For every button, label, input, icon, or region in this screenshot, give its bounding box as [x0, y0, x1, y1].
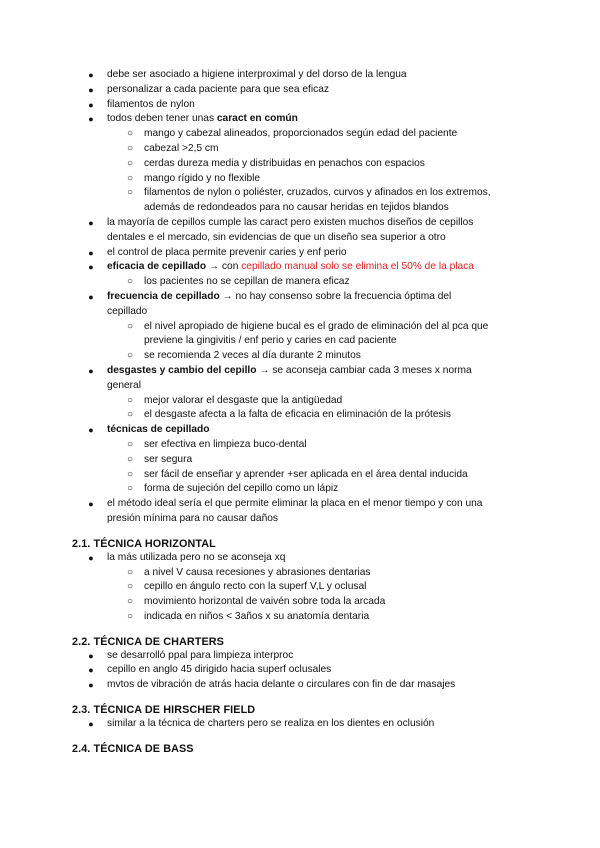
sub-list-item: [0, 610, 600, 625]
list-item: [0, 423, 600, 438]
sub-list-item: [0, 394, 600, 409]
sub-list-item-text: cepillo en ángulo recto con la superf V,L y oclusal: [144, 581, 367, 593]
sub-bullet-icon: ○: [126, 128, 134, 140]
section-heading: 2.4. TÉCNICA DE BASS: [72, 742, 194, 755]
sub-list-item: [0, 482, 600, 497]
list-item: [0, 678, 600, 693]
list-item: [0, 68, 600, 83]
sub-list-item: [0, 157, 600, 172]
list-item-text: la más utilizada pero no se aconseja xq: [107, 551, 286, 563]
sub-bullet-icon: ○: [126, 483, 134, 495]
list-item-text: similar a la técnica de charters pero se realiza en los dientes en oclusión: [107, 718, 435, 730]
bullet-icon: ●: [88, 365, 94, 376]
list-item-bold: eficacia de cepillado: [107, 261, 207, 273]
bullet-icon: ●: [88, 99, 94, 110]
bullet-icon: ●: [88, 499, 94, 510]
sub-list-item-text: los pacientes no se cepillan de manera eficaz: [144, 276, 350, 288]
list-item-text: cepillo en anglo 45 dirigido hacia superf oclusales: [107, 664, 332, 676]
sub-bullet-icon: ○: [126, 438, 134, 450]
sub-list-item: [0, 468, 600, 483]
sub-list-item-text: mejor valorar el desgaste que la antigüedad: [144, 394, 343, 406]
list-item-bold: desgastes y cambio del cepillo: [107, 364, 257, 376]
sub-list-item: [0, 453, 600, 468]
bullet-icon: ●: [88, 425, 94, 436]
list-item-text: filamentos de nylon: [107, 98, 195, 110]
sub-bullet-icon: ○: [126, 276, 134, 288]
sub-list-item: [0, 566, 600, 581]
list-item-bold: caract en común: [216, 113, 298, 125]
sub-list-item-text: a nivel V causa recesiones y abrasiones dentarias: [144, 566, 371, 578]
bullet-icon: ●: [88, 719, 94, 730]
list-item: [0, 551, 600, 566]
list-item-text: se desarrolló ppal para limpieza interproc: [107, 649, 294, 661]
bullet-icon: ●: [88, 552, 94, 563]
sub-list-item-text: filamentos de nylon o poliéster, cruzados, curvos y afinados en los extremos,: [144, 187, 491, 199]
sub-list-item-text: indicada en niños < 3años x su anatomía dentaria: [144, 610, 370, 622]
sub-list-item: [0, 320, 600, 335]
list-item-text: todos deben tener unas: [107, 113, 217, 125]
sub-list-item-continuation: además de redondeados para no causar heridas en tejidos blandos: [144, 202, 449, 214]
sub-list-item: [0, 408, 600, 423]
sub-list-item: [0, 127, 600, 142]
list-item-continuation: presión mínima para no causar daños: [107, 512, 279, 524]
sub-list-item-text: el nivel apropiado de higiene bucal es el grado de eliminación del al pca que: [144, 320, 489, 332]
bullet-icon: ●: [88, 650, 94, 661]
sub-bullet-icon: ○: [126, 566, 134, 578]
list-item: [0, 497, 600, 512]
sub-bullet-icon: ○: [126, 453, 134, 465]
sub-list-item: [0, 580, 600, 595]
bullet-icon: ●: [88, 217, 94, 228]
list-item: [0, 112, 600, 127]
highlighted-text: cepillado manual solo se elimina el 50% de la placa: [241, 261, 474, 273]
list-item-text: → con: [206, 261, 242, 273]
sub-bullet-icon: ○: [126, 172, 134, 184]
sub-bullet-icon: ○: [126, 320, 134, 332]
sub-list-item: [0, 142, 600, 157]
list-item-text: debe ser asociado a higiene interproximal y del dorso de la lengua: [107, 69, 407, 80]
list-item-text: mvtos de vibración de atrás hacia delante o circulares con fin de dar masajes: [107, 679, 456, 691]
sub-list-item-text: ser segura: [144, 453, 193, 465]
list-item: [0, 260, 600, 275]
bullet-icon: ●: [88, 291, 94, 302]
sub-bullet-icon: ○: [126, 142, 134, 154]
list-item-bold: técnicas de cepillado: [107, 424, 210, 436]
list-item-continuation: cepillado: [107, 305, 148, 317]
bullet-icon: ●: [88, 114, 94, 125]
sub-list-item-text: cabezal >2,5 cm: [144, 142, 219, 154]
bullet-icon: ●: [88, 84, 94, 95]
section-heading: 2.1. TÉCNICA HORIZONTAL: [72, 537, 216, 550]
list-item-continuation: general: [107, 379, 141, 391]
sub-list-item-text: el desgaste afecta a la falta de eficacia en eliminación de la prótesis: [144, 409, 451, 421]
list-item: [0, 717, 600, 732]
sub-bullet-icon: ○: [126, 596, 134, 608]
sub-list-item-continuation: previene la gingivitis / enf perio y caries en cad paciente: [144, 335, 397, 347]
sub-bullet-icon: ○: [126, 581, 134, 593]
sub-list-item-text: ser efectiva en limpieza buco-dental: [144, 438, 307, 450]
list-item: [0, 290, 600, 305]
sub-list-item-text: cerdas dureza media y distribuidas en penachos con espacios: [144, 157, 425, 169]
sub-list-item: [0, 595, 600, 610]
document-content: [0, 68, 600, 756]
list-item-text: personalizar a cada paciente para que sea eficaz: [107, 83, 330, 95]
sub-bullet-icon: ○: [126, 394, 134, 406]
list-item: [0, 216, 600, 231]
sub-list-item-text: forma de sujeción del cepillo como un lápiz: [144, 483, 339, 495]
bullet-icon: ●: [88, 680, 94, 691]
section-heading: 2.3. TÉCNICA DE HIRSCHER FIELD: [72, 704, 256, 717]
sub-bullet-icon: ○: [126, 157, 134, 169]
sub-list-item: [0, 172, 600, 187]
sub-list-item: [0, 349, 600, 364]
bullet-icon: ●: [88, 262, 94, 273]
section-heading: 2.2. TÉCNICA DE CHARTERS: [72, 635, 224, 648]
list-item-text: → no hay consenso sobre la frecuencia óptima del: [219, 290, 452, 302]
list-item: [0, 246, 600, 261]
list-item-text: la mayoría de cepillos cumple las caract pero existen muchos diseños de cepillos: [107, 216, 474, 228]
sub-bullet-icon: ○: [126, 610, 134, 622]
sub-list-item: [0, 438, 600, 453]
list-item: [0, 364, 600, 379]
sub-list-item: [0, 275, 600, 290]
list-item-bold: frecuencia de cepillado: [107, 290, 220, 302]
sub-bullet-icon: ○: [126, 409, 134, 421]
list-item-text: el método ideal sería el que permite eliminar la placa en el menor tiempo y con una: [107, 498, 483, 510]
sub-list-item-text: mango y cabezal alineados, proporcionados según edad del paciente: [144, 128, 458, 140]
list-item: [0, 98, 600, 113]
sub-bullet-icon: ○: [126, 187, 134, 199]
list-item-continuation: dentales e el mercado, sin evidencias de que un diseño sea superior a otro: [107, 231, 446, 243]
sub-bullet-icon: ○: [126, 350, 134, 362]
sub-list-item-text: mango rígido y no flexible: [144, 172, 261, 184]
sub-bullet-icon: ○: [126, 468, 134, 480]
list-item: [0, 649, 600, 664]
sub-list-item: [0, 186, 600, 201]
sub-list-item-text: ser fácil de enseñar y aprender +ser aplicada en el área dental inducida: [144, 468, 468, 480]
bullet-icon: ●: [88, 665, 94, 676]
list-item: [0, 83, 600, 98]
sub-list-item-text: movimiento horizontal de vaivén sobre toda la arcada: [144, 596, 386, 608]
bullet-icon: ●: [88, 70, 94, 80]
bullet-icon: ●: [88, 247, 94, 258]
list-item-text: → se aconseja cambiar cada 3 meses x norma: [256, 364, 472, 376]
list-item-text: el control de placa permite prevenir caries y enf perio: [107, 246, 347, 258]
list-item: [0, 663, 600, 678]
sub-list-item-text: se recomienda 2 veces al día durante 2 minutos: [144, 350, 361, 362]
